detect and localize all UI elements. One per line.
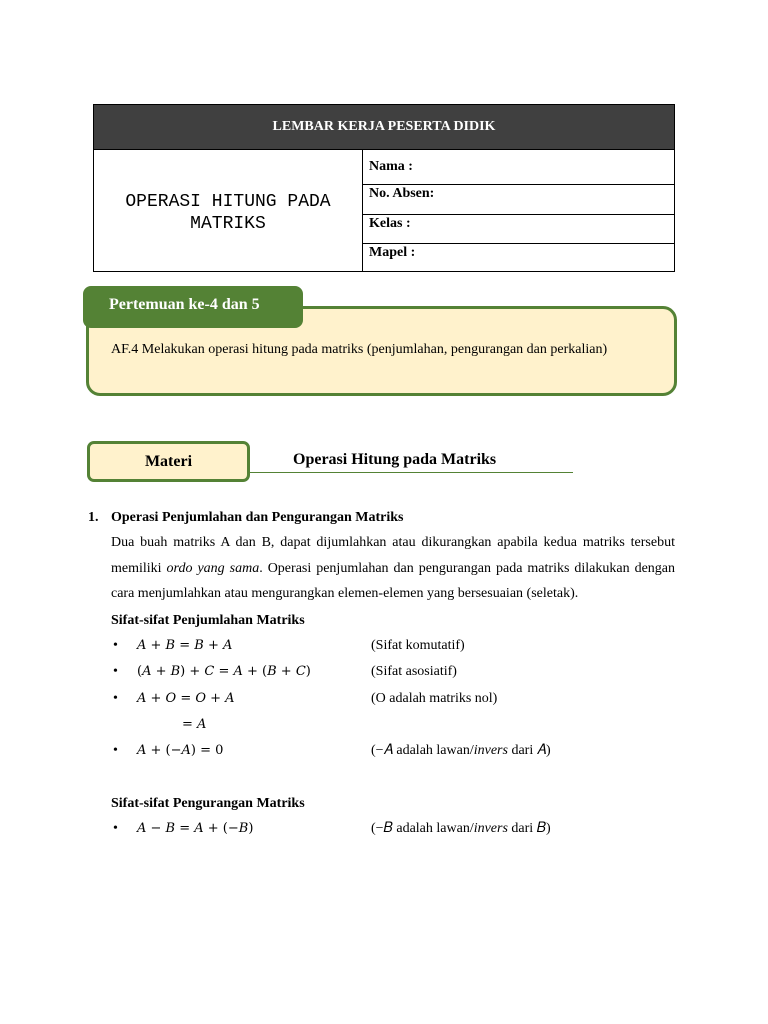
section-content: [111, 506, 675, 842]
materi-title: Operasi Hitung pada Matriks: [293, 451, 497, 468]
note-italic: invers: [473, 820, 508, 836]
para-text-b: . Operasi penjumlahan dan pengurangan pada matriks dilakukan dengan cara menjumlahkan atau mengurangkan elemen-elemen yang bersesuaian (seletak).: [111, 560, 676, 601]
list-item: [111, 659, 675, 686]
bullet-icon: •: [113, 664, 118, 679]
formula-note: (Sifat komutatif): [371, 637, 465, 653]
para-text-a: Dua buah matriks A dan B, dapat dijumlahkan atau dikurangkan apabila kedua matriks tersebut memiliki: [111, 535, 675, 576]
list-item: [111, 816, 675, 843]
bullet-icon: •: [113, 820, 118, 836]
header-body: [94, 150, 674, 272]
bullet-icon: •: [113, 743, 118, 758]
topic-cell: [94, 150, 363, 272]
formula: 𝐴 − 𝐵 = 𝐴 + (−𝐵): [137, 820, 254, 836]
topic-title-line1: OPERASI HITUNG PADA: [125, 192, 331, 212]
formula-note: (O adalah matriks nol): [371, 690, 498, 706]
sub-props-list: [111, 816, 675, 843]
materi-underline: [250, 472, 573, 473]
para-emphasis: ordo yang sama: [166, 560, 260, 576]
list-item-continuation: [111, 712, 675, 738]
note-post: dari 𝐴): [507, 743, 551, 758]
list-item: [111, 633, 675, 660]
field-mapel[interactable]: Mapel :: [369, 245, 416, 260]
note-pre: (−𝐴 adalah lawan/: [371, 743, 474, 758]
meeting-tab: Pertemuan ke-4 dan 5: [83, 286, 303, 328]
formula: 𝐴 + 𝑂 = 𝑂 + 𝐴: [137, 690, 235, 706]
formula: (𝐴 + 𝐵) + 𝐶 = 𝐴 + (𝐵 + 𝐶): [137, 664, 311, 679]
field-no-absen[interactable]: No. Absen:: [363, 185, 674, 215]
objective-text: AF.4 Melakukan operasi hitung pada matriks (penjumlahan, pengurangan dan perkalian): [111, 342, 608, 357]
list-item: [111, 686, 675, 713]
worksheet-title: LEMBAR KERJA PESERTA DIDIK: [94, 105, 674, 150]
note-post: dari 𝐵): [507, 820, 551, 836]
formula: 𝐴 + 𝐵 = 𝐵 + 𝐴: [137, 637, 233, 653]
section-number: 1.: [88, 510, 99, 525]
note-italic: invers: [473, 743, 508, 758]
list-item: [111, 738, 675, 765]
add-props-title: Sifat-sifat Penjumlahan Matriks: [111, 612, 305, 628]
field-kelas[interactable]: Kelas :: [363, 215, 674, 244]
materi-label: Materi: [87, 441, 250, 482]
note-pre: (−𝐵 adalah lawan/: [371, 820, 474, 836]
formula-note: [371, 738, 551, 765]
formula-note: [371, 816, 551, 843]
worksheet-header-table: [93, 104, 675, 272]
topic-title-line2: MATRIKS: [190, 214, 266, 234]
field-nama[interactable]: Nama :: [363, 150, 674, 185]
add-props-list: [111, 633, 675, 765]
section-title: Operasi Penjumlahan dan Pengurangan Matriks: [111, 510, 404, 525]
sub-props-title: Sifat-sifat Pengurangan Matriks: [111, 795, 305, 811]
student-fields: [363, 150, 674, 272]
formula: = 𝐴: [182, 717, 207, 732]
bullet-icon: •: [113, 690, 118, 706]
bullet-icon: •: [113, 637, 118, 653]
formula-note: (Sifat asosiatif): [371, 664, 457, 679]
section-paragraph: [111, 530, 675, 607]
formula: 𝐴 + (−𝐴) = 0: [137, 743, 224, 758]
spacer: [111, 765, 675, 790]
